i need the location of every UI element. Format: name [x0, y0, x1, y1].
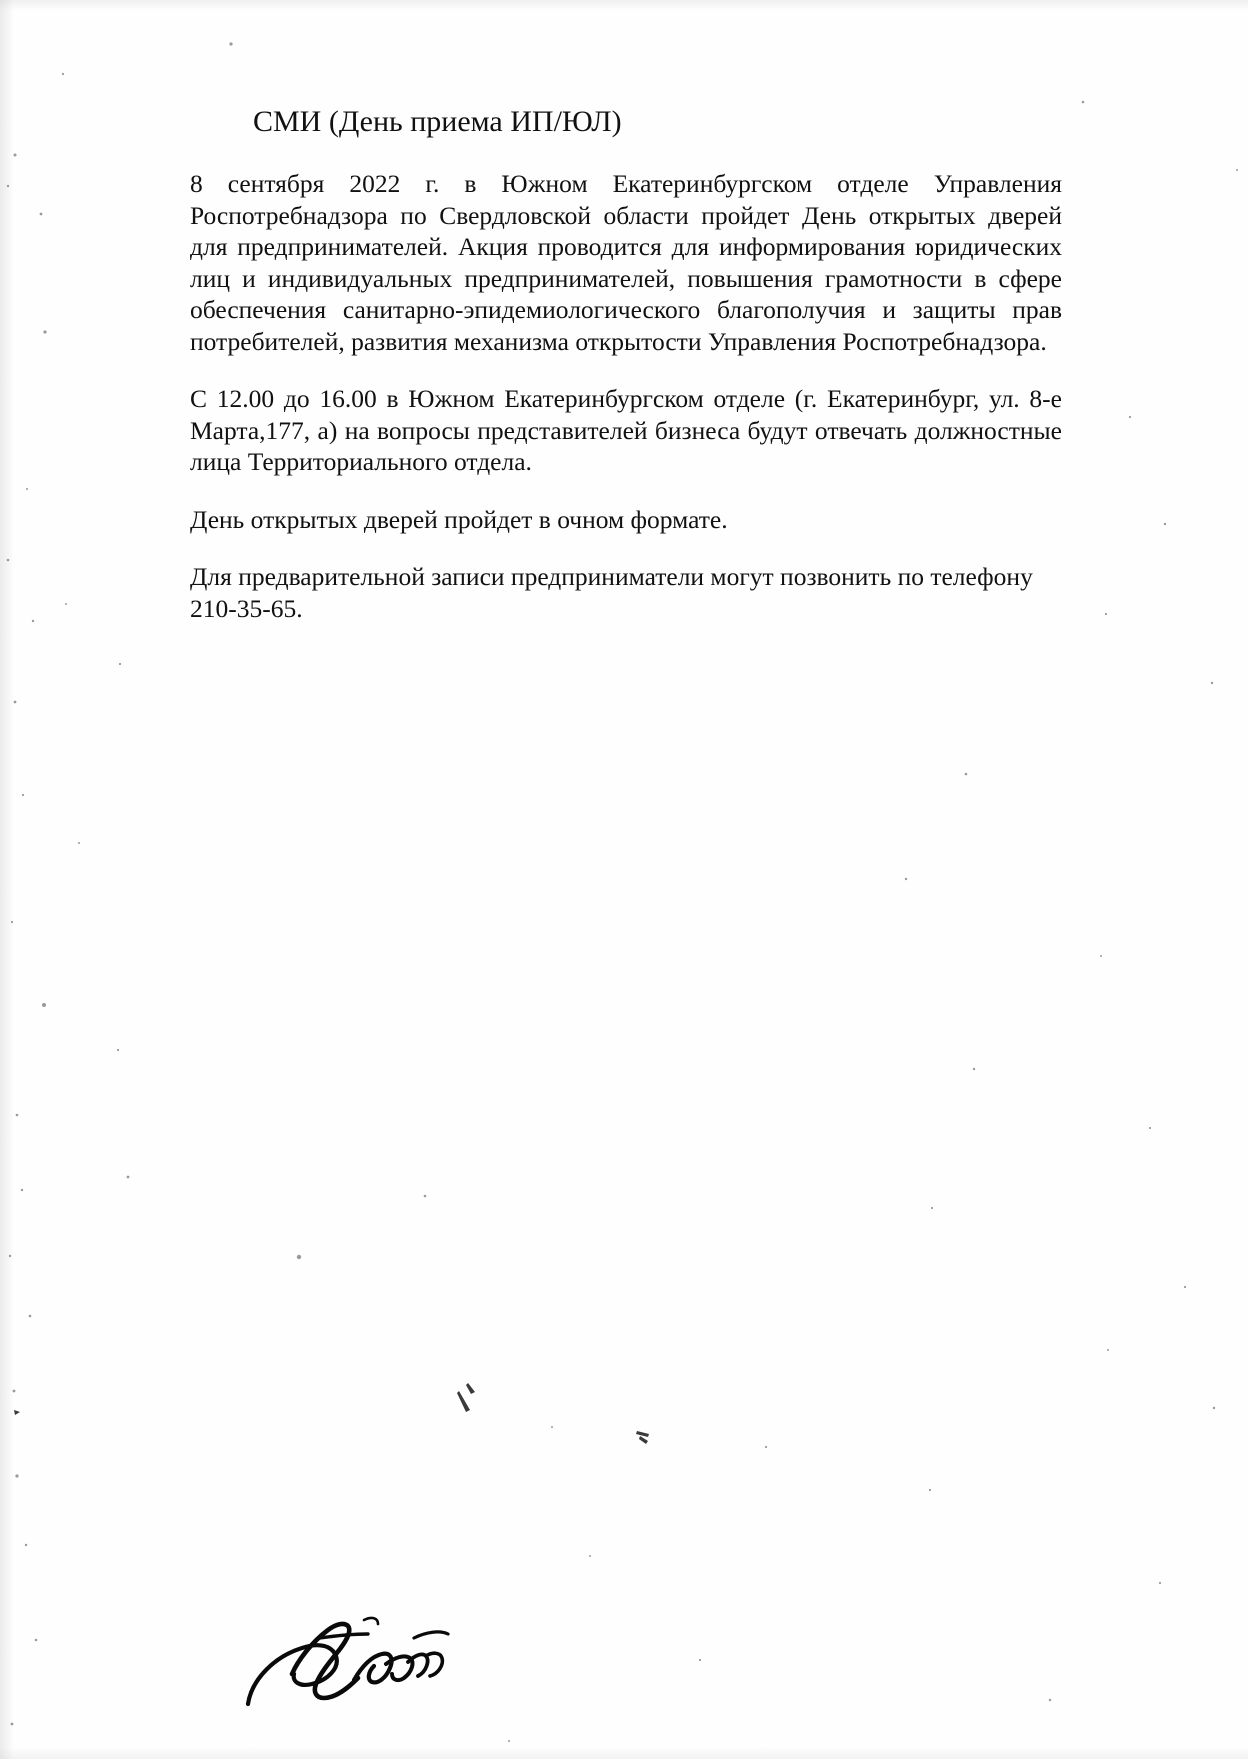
- page-title: СМИ (День приема ИП/ЮЛ): [253, 105, 622, 138]
- scan-edge-shading-left: [0, 0, 14, 1759]
- scan-edge-shading-bottom: [0, 1747, 1248, 1759]
- paragraph-3: День открытых дверей пройдет в очном формате.: [190, 504, 728, 534]
- document-body: [190, 168, 1062, 624]
- paragraph-1: 8 сентября 2022 г. в Южном Екатеринбургском отделе Управления Роспотребнадзора по Свердловской области пройдет День открытых дверей для предпринимателей. Акция проводится для информирования юридических лиц и индивидуальных предпринимателей, повышения грамотности в сфере обеспечения санитарно-эпидемиологического благополучия и защиты прав потребителей, развития механизма открытости Управления Роспотребнадзора.: [190, 169, 1062, 356]
- paragraph-2: С 12.00 до 16.00 в Южном Екатеринбургском отделе (г. Екатеринбург, ул. 8-е Марта,177, а) на вопросы представителей бизнеса будут отвечать должностные лица Территориального отдела.: [190, 384, 1062, 476]
- paragraph-4: Для предварительной записи предприниматели могут позвонить по телефону 210-35-65.: [190, 562, 1033, 623]
- scan-edge-shading-top: [0, 0, 1248, 10]
- handwritten-signature: [236, 1612, 536, 1752]
